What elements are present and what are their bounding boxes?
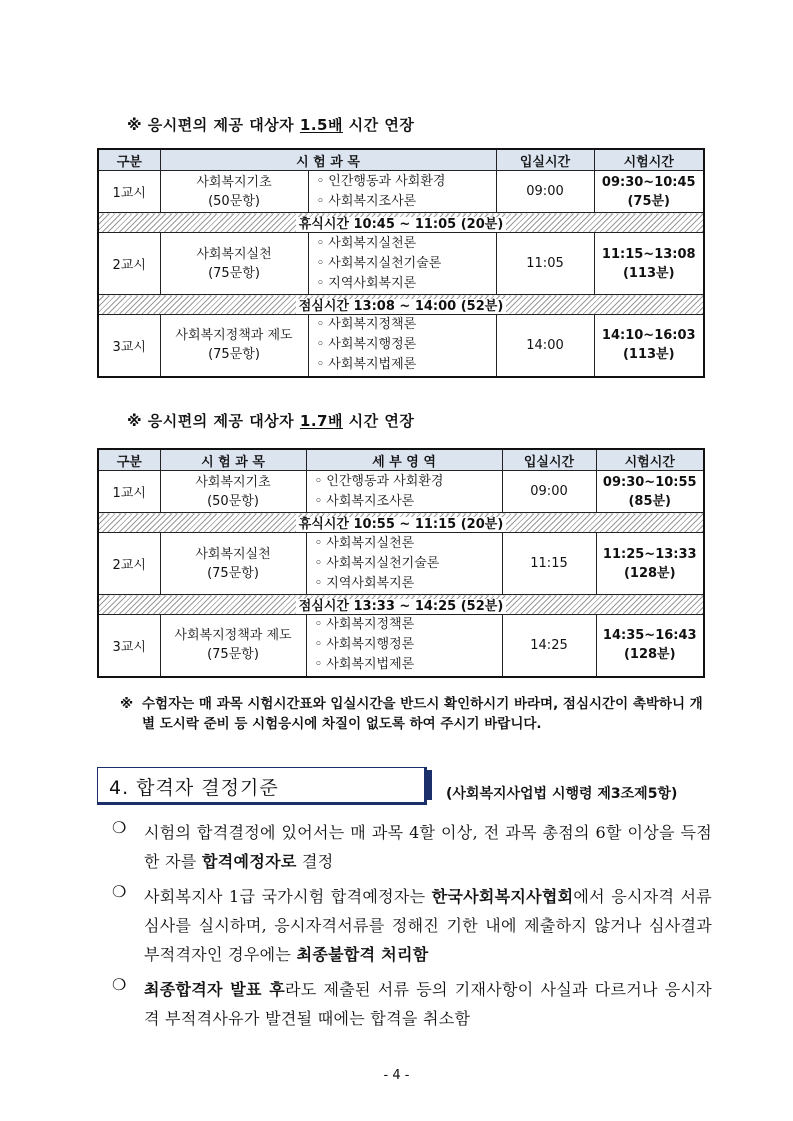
- subject-cell: [160, 315, 308, 377]
- header-entry: 입실시간: [496, 149, 594, 171]
- break-row: [98, 213, 704, 233]
- bullet-icon: ❍: [112, 882, 127, 901]
- bullet-icon: ❍: [112, 818, 127, 837]
- exam-duration: (128분): [623, 565, 676, 581]
- heading-1-7x: ※ 응시편의 제공 대상자 1.7배 시간 연장: [127, 412, 415, 430]
- header-period: 구분: [98, 449, 160, 471]
- area-item: ◦ 사회복지법제론: [314, 657, 415, 673]
- subject-name: 사회복지정책과 제도: [174, 628, 292, 644]
- section-reference: (사회복지사업법 시행령 제3조제5항): [446, 786, 678, 802]
- emphasis-text: 최종합격자 발표 후: [144, 980, 285, 999]
- schedule-table-1-5x: [97, 148, 705, 378]
- schedule-row: [98, 171, 704, 213]
- body-text: 사회복지사 1급 국가시험 합격예정자는: [144, 887, 432, 906]
- exam-duration: (85분): [628, 493, 672, 509]
- schedule-row: [98, 615, 704, 677]
- subject-cell: [160, 233, 308, 295]
- schedule-row: [98, 533, 704, 595]
- subject-name: 사회복지기초: [196, 174, 272, 190]
- header-entry: 입실시간: [502, 449, 596, 471]
- period-cell: 3교시: [98, 615, 160, 677]
- period-cell: 2교시: [98, 533, 160, 595]
- criteria-list: [112, 818, 712, 1039]
- schedule-row: [98, 233, 704, 295]
- schedule-row: [98, 471, 704, 513]
- areas-cell: [306, 615, 502, 677]
- areas-cell: [306, 471, 502, 513]
- subject-name: 사회복지실천: [196, 246, 272, 262]
- break-label: 휴식시간 10:45 ~ 11:05 (20분): [296, 217, 507, 232]
- criteria-item: [112, 882, 712, 969]
- area-item: ◦ 사회복지행정론: [314, 637, 415, 653]
- exam-duration: (113분): [622, 347, 675, 363]
- body-text: 라도 제출된 서류 등의 기재사항이 사실과 다르거나 응시자격 부적격사유가 발견될 때에는 합격을 취소함: [144, 980, 712, 1028]
- subject-count: (50문항): [207, 493, 259, 509]
- exam-time-range: 14:35~16:43: [602, 628, 697, 644]
- header-areas: 세 부 영 역: [306, 449, 502, 471]
- exam-time-cell: [596, 533, 704, 595]
- entry-time-cell: 09:00: [502, 471, 596, 513]
- area-item: ◦ 인간행동과 사회환경: [316, 173, 446, 189]
- area-item: ◦ 사회복지법제론: [316, 357, 417, 373]
- header-time: 시험시간: [594, 149, 704, 171]
- criteria-text: [144, 882, 712, 969]
- area-item: ◦ 인간행동과 사회환경: [314, 473, 444, 489]
- emphasis-text: 최종불합격 처리함: [296, 945, 429, 964]
- criteria-item: [112, 975, 712, 1033]
- entry-time-cell: 14:25: [502, 615, 596, 677]
- exam-time-cell: [594, 315, 704, 377]
- area-item: ◦ 사회복지정책론: [314, 617, 415, 633]
- subject-count: (50문항): [208, 193, 260, 209]
- header-subject: 시 험 과 목: [160, 449, 306, 471]
- page-number: - 4 -: [383, 1068, 410, 1083]
- exam-time-cell: [594, 233, 704, 295]
- criteria-text: [144, 975, 712, 1033]
- exam-time-range: 14:10~16:03: [601, 328, 696, 344]
- schedule-row: [98, 315, 704, 377]
- area-item: ◦ 사회복지조사론: [316, 193, 417, 209]
- notice-text: 수험자는 매 과목 시험시간표와 입실시간을 반드시 확인하시기 바라며, 점심시간이 촉박하니 개별 도시락 준비 등 시험응시에 차질이 없도록 하여 주시기 바랍니다.: [142, 696, 703, 732]
- area-item: ◦ 지역사회복지론: [316, 275, 417, 291]
- emphasis-text: 한국사회복지사협회: [431, 887, 574, 906]
- subject-count: (75문항): [208, 265, 260, 281]
- exam-duration: (128분): [623, 647, 676, 663]
- area-item: ◦ 사회복지행정론: [316, 337, 417, 353]
- area-item: ◦ 사회복지실천론: [314, 535, 415, 551]
- exam-time-cell: [596, 615, 704, 677]
- break-label: 휴식시간 10:55 ~ 11:15 (20분): [296, 517, 507, 532]
- exam-notice: [120, 694, 710, 734]
- period-cell: 1교시: [98, 171, 160, 213]
- schedule-table-1-7x: [97, 448, 705, 678]
- area-item: ◦ 사회복지실천론: [316, 235, 417, 251]
- subject-cell: [160, 615, 306, 677]
- exam-time-range: 09:30~10:55: [602, 474, 697, 490]
- body-text: 에서 응시자격 서류심사를 실시하며, 응시자격서류를 정해진 기한 내에 제출하지 않거나 심사결과 부적격자인 경우에는: [144, 887, 712, 964]
- break-label: 점심시간 13:33 ~ 14:25 (52분): [296, 599, 507, 614]
- areas-cell: [308, 171, 496, 213]
- exam-duration: (113분): [622, 265, 675, 281]
- subject-name: 사회복지실천: [195, 546, 271, 562]
- section-title: 4. 합격자 결정기준: [109, 777, 279, 799]
- subject-name: 사회복지기초: [195, 474, 271, 490]
- subject-name: 사회복지정책과 제도: [175, 328, 293, 344]
- area-item: ◦ 지역사회복지론: [314, 575, 415, 591]
- section-title-box: [97, 767, 427, 805]
- exam-time-range: 09:30~10:45: [601, 174, 696, 190]
- period-cell: 1교시: [98, 471, 160, 513]
- criteria-text: [144, 818, 712, 876]
- areas-cell: [306, 533, 502, 595]
- subject-count: (75문항): [207, 565, 259, 581]
- header-period: 구분: [98, 149, 160, 171]
- area-item: ◦ 사회복지정책론: [316, 317, 417, 333]
- break-row: [98, 295, 704, 315]
- subject-cell: [160, 171, 308, 213]
- emphasis-text: 합격예정자로: [202, 852, 297, 871]
- exam-time-cell: [596, 471, 704, 513]
- entry-time-cell: 11:15: [502, 533, 596, 595]
- area-item: ◦ 사회복지조사론: [314, 493, 415, 509]
- section-title-bar: [427, 770, 432, 800]
- subject-cell: [160, 533, 306, 595]
- break-row: [98, 595, 704, 615]
- exam-time-range: 11:25~13:33: [602, 546, 697, 562]
- body-text: 결정: [296, 852, 334, 871]
- body-text: 시험의 합격결정에 있어서는 매 과목 4할 이상, 전 과목 총점의 6할 이상을 득점한 자를: [144, 823, 712, 871]
- subject-count: (75문항): [207, 647, 259, 663]
- exam-time-range: 11:15~13:08: [601, 246, 696, 262]
- break-row: [98, 513, 704, 533]
- heading-1-5x: ※ 응시편의 제공 대상자 1.5배 시간 연장: [127, 116, 415, 134]
- area-item: ◦ 사회복지실천기술론: [314, 555, 440, 571]
- exam-duration: (75분): [627, 193, 671, 209]
- subject-cell: [160, 471, 306, 513]
- period-cell: 2교시: [98, 233, 160, 295]
- subject-count: (75문항): [208, 347, 260, 363]
- header-time: 시험시간: [596, 449, 704, 471]
- header-subject: 시 험 과 목: [160, 149, 496, 171]
- notice-mark: ※: [120, 696, 134, 712]
- entry-time-cell: 11:05: [496, 233, 594, 295]
- exam-time-cell: [594, 171, 704, 213]
- break-label: 점심시간 13:08 ~ 14:00 (52분): [296, 299, 507, 314]
- period-cell: 3교시: [98, 315, 160, 377]
- entry-time-cell: 09:00: [496, 171, 594, 213]
- area-item: ◦ 사회복지실천기술론: [316, 255, 442, 271]
- areas-cell: [308, 315, 496, 377]
- entry-time-cell: 14:00: [496, 315, 594, 377]
- bullet-icon: ❍: [112, 975, 127, 994]
- areas-cell: [308, 233, 496, 295]
- criteria-item: [112, 818, 712, 876]
